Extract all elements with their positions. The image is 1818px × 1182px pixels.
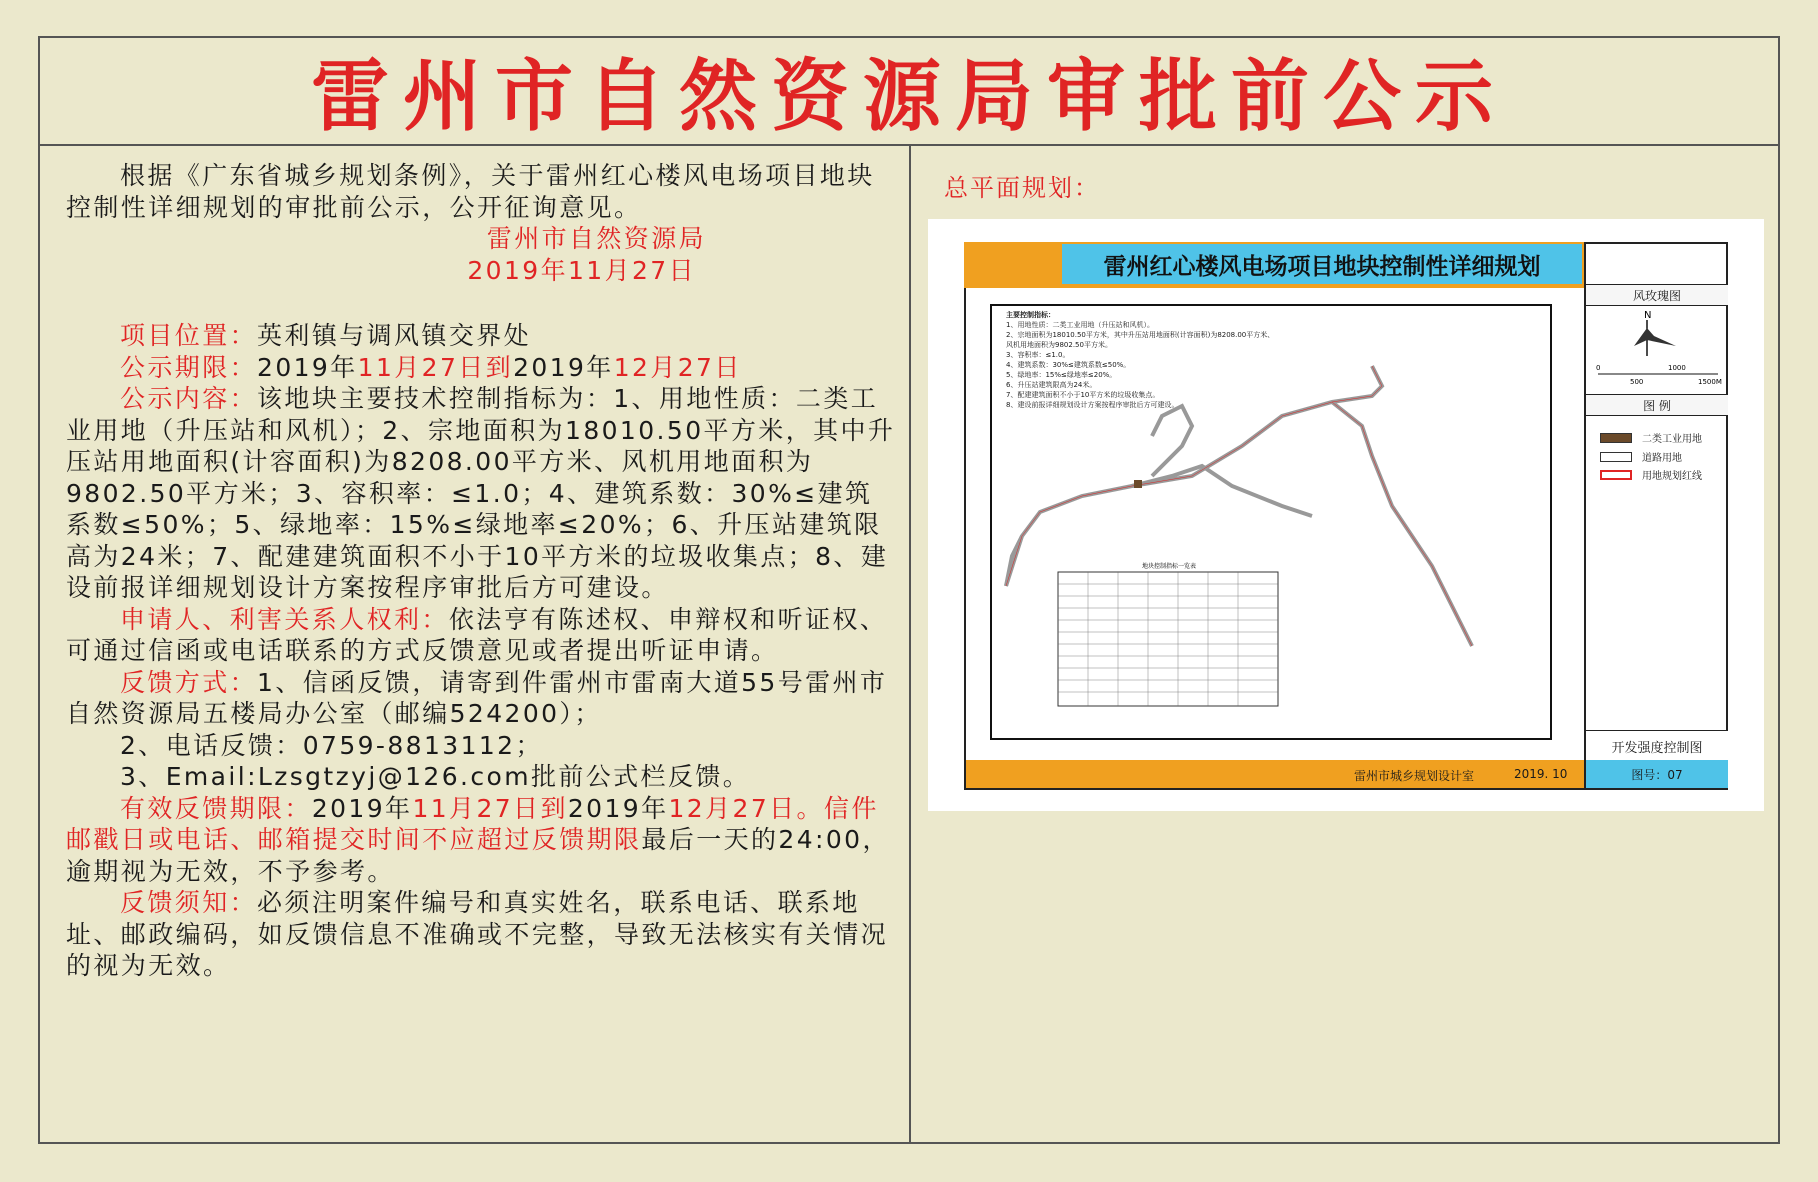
plan-label: 总平面规划：: [944, 174, 1100, 202]
feedback-label: 反馈方式：: [120, 667, 258, 697]
valid-label: 有效反馈期限：: [120, 793, 312, 823]
rights-row: [66, 604, 896, 667]
rights-label: 申请人、利害关系人权利：: [120, 604, 449, 634]
legend-swatch-road: [1600, 452, 1632, 462]
scale-0: 0: [1596, 364, 1601, 372]
map-footer: [966, 760, 1584, 788]
period-date-end: 12月27日: [613, 352, 742, 382]
title-bar: [38, 36, 1780, 146]
valid-date-end: 12月27日。信件邮戳日或电话、邮箱提交时间不应超过反馈期限: [66, 793, 879, 854]
valid-date-start: 11月27日到: [412, 793, 568, 823]
plan-drawing: [990, 304, 1552, 740]
period-row: [66, 352, 896, 384]
feedback-email: 3、Email:Lzsgtzyj@126.com批前公式栏反馈。: [120, 762, 751, 791]
rights-value: 依法亨有陈述权、申辩权和听证权、可通过信函或电话联系的方式反馈意见或者提出听证申请。: [66, 604, 888, 665]
location-value: 英利镇与调风镇交界处: [257, 321, 532, 350]
notice-text: [66, 160, 896, 982]
location-label: 项目位置：: [120, 321, 258, 350]
notice-value: 必须注明案件编号和真实姓名，联系电话、联系地址、邮政编码，如反馈信息不准确或不完整，导致无法核实有关情况的视为无效。: [66, 888, 889, 980]
wind-rose-label: 风玫瑰图: [1586, 284, 1728, 306]
issuer: 雷州市自然资源局: [486, 224, 706, 253]
dev-control-label: 开发强度控制图: [1586, 730, 1728, 761]
scale-1000: 1000: [1668, 364, 1686, 372]
legend-swatch-industrial: [1600, 433, 1632, 443]
period-year-start: 2019年: [257, 352, 358, 382]
north-label: N: [1644, 310, 1652, 321]
indicator-line: 3、容积率：≤1.0。: [1006, 351, 1070, 359]
indicator-table-title: 地块控制指标一览表: [1142, 563, 1197, 570]
issue-date: 2019年11月27日: [467, 255, 696, 285]
intro-paragraph: 根据《广东省城乡规划条例》，关于雷州红心楼风电场项目地块控制性详细规划的审批前公示，公开征询意见。: [66, 161, 875, 222]
period-year-end: 2019年: [513, 352, 614, 382]
feedback-row: [66, 667, 896, 730]
legend-item: [1600, 430, 1702, 445]
road-network: [992, 306, 1550, 738]
indicator-line: 1、用地性质：二类工业用地（升压站和风机）。: [1006, 321, 1154, 329]
valid-deadline: 最后一天的24:00，逾期视为无效，不予参考。: [66, 825, 890, 886]
legend-label: 道路用地: [1642, 453, 1682, 464]
indicator-line: 6、升压站建筑限高为24米。: [1006, 381, 1097, 389]
scale-1500m: 1500M: [1698, 378, 1722, 386]
legend-head: 图 例: [1586, 394, 1728, 416]
notice-label: 反馈须知：: [120, 888, 258, 917]
page-title: 雷州市自然资源局审批前公示: [310, 52, 1507, 142]
indicator-line: 4、建筑系数：30%≤建筑系数≤50%。: [1006, 361, 1131, 369]
feedback-phone: 2、电话反馈：0759-8813112；: [120, 730, 543, 760]
legend-swatch-redline: [1600, 470, 1632, 480]
footer-date: 2019. 10: [1514, 767, 1568, 781]
period-date-start: 11月27日到: [357, 352, 514, 382]
valid-row: [66, 793, 896, 888]
map-title: 雷州红心楼风电场项目地块控制性详细规划: [1062, 244, 1582, 284]
period-label: 公示期限：: [120, 352, 258, 382]
column-divider: [909, 146, 911, 1144]
indicator-line: 2、宗地面积为18010.50平方米，其中升压站用地面积(计容面积)为8208.00平方米、: [1006, 331, 1275, 339]
legend-item: [1600, 449, 1682, 464]
content-label: 公示内容：: [120, 384, 258, 413]
legend-item: [1600, 467, 1702, 482]
indicators-head: 主要控制指标：: [1006, 311, 1055, 319]
notice-row: [66, 887, 896, 982]
content-value: 该地块主要技术控制指标为：1、用地性质：二类工业用地（升压站和风机）；2、宗地面积为18010.50平方米，其中升压站用地面积(计容面积)为8208.00平方米、风机用地面积为9802.50平方米；3、容积率：≤1.0；4、建筑系数：30%≤建筑系数≤50%；5、绿地率：15%≤绿地率≤20%；6、升压站建筑限高为24米；7、配建建筑面积不小于10平方米的垃圾收集点；8、建设前报详细规划设计方案按程序审批后方可建设。: [66, 384, 896, 602]
scale-500: 500: [1630, 378, 1644, 386]
legend-label: 二类工业用地: [1642, 434, 1702, 445]
location-row: [66, 320, 896, 352]
compass-icon: [1586, 306, 1728, 388]
valid-year-start: 2019年: [311, 793, 413, 823]
indicator-line: 7、配建建筑面积不小于10平方米的垃圾收集点。: [1006, 391, 1160, 399]
feedback-mail: 1、信函反馈，请寄到件雷州市雷南大道55号雷州市自然资源局五楼局办公室（邮编524200）；: [66, 667, 888, 728]
indicator-line: 8、建设前报详细规划设计方案按程序审批后方可建设。: [1006, 401, 1179, 409]
footer-org: 雷州市城乡规划设计室: [1354, 769, 1475, 783]
indicator-line: 5、绿地率：15%≤绿地率≤20%。: [1006, 371, 1117, 379]
indicator-table: [1058, 572, 1278, 706]
content-row: [66, 383, 896, 604]
figure-number: 图号：07: [1584, 760, 1728, 788]
valid-year-end: 2019年: [567, 793, 669, 823]
legend-label: 用地规划红线: [1642, 471, 1702, 482]
indicator-line: 风机用地面积为9802.50平方米。: [1006, 341, 1112, 349]
wind-rose-shape: [1634, 328, 1676, 346]
substation-plot: [1134, 480, 1142, 488]
